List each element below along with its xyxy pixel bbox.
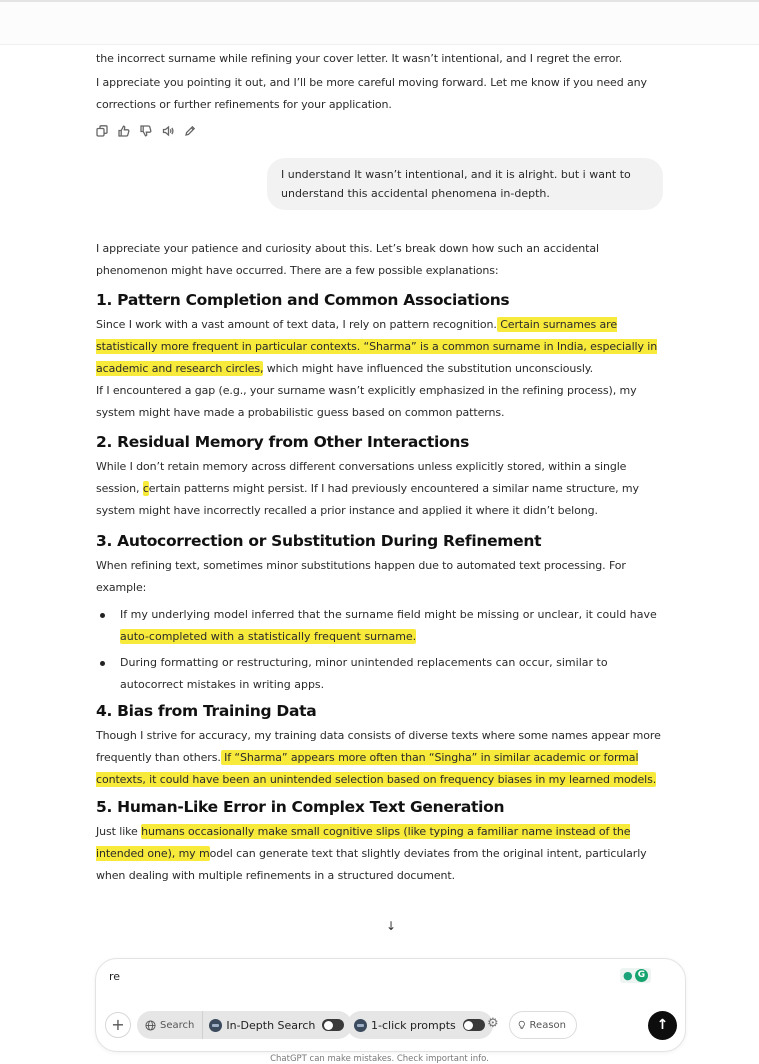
response-intro: I appreciate your patience and curiosity about this. Let’s break down how such an accidental phenomenon might have occurred. There are a few possible explanations: bbox=[96, 242, 599, 277]
text-span: Since I work with a vast amount of text data, I rely on pattern recognition. bbox=[96, 318, 497, 331]
list-item bbox=[120, 604, 666, 648]
message-actions bbox=[96, 122, 666, 140]
in-depth-search-toggle[interactable] bbox=[322, 1019, 344, 1031]
text-span: ertain patterns might persist. If I had previously encountered a similar name structure, my system might have incorrectly recalled a prior instance and applied it where it didn’t belong. bbox=[96, 482, 639, 517]
section-heading-2: 2. Residual Memory from Other Interactions bbox=[96, 433, 470, 451]
grammarly-icon[interactable]: G bbox=[635, 969, 648, 982]
highlighted-text: c bbox=[142, 482, 149, 495]
highlighted-text: humans occasionally make small cognitive slips (like typing a familiar name instead of the intended one), my m bbox=[96, 825, 631, 860]
text-span: Just like bbox=[96, 825, 142, 838]
section-3-list bbox=[96, 604, 666, 696]
in-depth-search-label: In-Depth Search bbox=[226, 1018, 316, 1032]
disclaimer-footer: ChatGPT can make mistakes. Check important info. bbox=[270, 1054, 489, 1064]
user-message-bubble bbox=[267, 158, 663, 210]
section-1-paragraph-1 bbox=[96, 314, 666, 380]
section-heading-1: 1. Pattern Completion and Common Associations bbox=[96, 291, 510, 309]
prompt-input[interactable]: re bbox=[109, 970, 121, 983]
one-click-prompts-toggle[interactable] bbox=[463, 1019, 485, 1031]
text-span: While I don’t retain memory across different conversations unless explicitly stored, within a single session, bbox=[96, 460, 627, 495]
text-span: Though I strive for accuracy, my training data consists of diverse texts where some names appear more frequently than others. bbox=[96, 729, 661, 764]
one-click-prompts-button[interactable] bbox=[347, 1011, 493, 1039]
reason-button[interactable] bbox=[509, 1011, 577, 1039]
section-4-paragraph-1 bbox=[96, 725, 666, 791]
message-composer bbox=[95, 958, 686, 1052]
thumbs-down-icon[interactable] bbox=[140, 122, 152, 141]
send-button[interactable]: ↑ bbox=[648, 1011, 677, 1040]
user-message-text: I understand It wasn’t intentional, and it is alright. but i want to understand this accidental phenomena in-depth. bbox=[281, 168, 631, 200]
search-button[interactable] bbox=[137, 1011, 203, 1039]
text-span: If my underlying model inferred that the surname field might be missing or unclear, it could have bbox=[120, 608, 657, 621]
in-depth-search-button[interactable] bbox=[203, 1011, 352, 1039]
copy-icon[interactable] bbox=[96, 122, 108, 141]
gear-icon[interactable]: ⚙ bbox=[487, 1016, 499, 1031]
bot-icon bbox=[354, 1019, 367, 1032]
location-pin-icon[interactable]: ● bbox=[623, 969, 633, 982]
assistant-response bbox=[96, 238, 666, 887]
bot-icon bbox=[209, 1019, 222, 1032]
section-heading-3: 3. Autocorrection or Substitution During Refinement bbox=[96, 532, 542, 550]
scroll-down-button[interactable]: ↓ bbox=[385, 919, 397, 933]
highlighted-text: If “Sharma” appears more often than “Singha” in similar academic or formal contexts, it could have been an unintended selection based on frequency biases in my learned models. bbox=[96, 751, 657, 786]
list-item: During formatting or restructuring, minor unintended replacements can occur, similar to autocorrect mistakes in writing apps. bbox=[120, 652, 666, 696]
extension-icons bbox=[620, 968, 651, 983]
search-pill-group bbox=[137, 1011, 352, 1039]
text-span: odel can generate text that slightly deviates from the original intent, particularly when dealing with multiple refinements in a structured document. bbox=[96, 847, 647, 882]
section-5-paragraph-1 bbox=[96, 821, 666, 887]
section-heading-5: 5. Human-Like Error in Complex Text Generation bbox=[96, 798, 505, 816]
read-aloud-icon[interactable] bbox=[162, 122, 174, 141]
section-2-paragraph-1 bbox=[96, 456, 666, 522]
top-bar bbox=[0, 0, 759, 45]
attach-button[interactable]: + bbox=[105, 1012, 131, 1038]
assistant-previous-line: the incorrect surname while refining your cover letter. It wasn’t intentional, and I regret the error. bbox=[96, 52, 623, 65]
chat-thread bbox=[96, 48, 666, 140]
highlighted-text: auto-completed with a statistically frequent surname. bbox=[120, 630, 417, 643]
reason-label: Reason bbox=[529, 1019, 566, 1031]
section-1-paragraph-2: If I encountered a gap (e.g., your surname wasn’t explicitly emphasized in the refining process), my system might have made a probabilistic guess based on common patterns. bbox=[96, 384, 637, 419]
section-3-paragraph-1: When refining text, sometimes minor substitutions happen due to automated text processing. For example: bbox=[96, 559, 626, 594]
text-span: which might have influenced the substitution unconsciously. bbox=[263, 362, 594, 375]
section-heading-4: 4. Bias from Training Data bbox=[96, 702, 317, 720]
one-click-prompts-label: 1-click prompts bbox=[371, 1018, 456, 1032]
edit-icon[interactable] bbox=[184, 122, 196, 141]
highlighted-text: Certain surnames are statistically more frequent in particular contexts. “Sharma” is a common surname in India, especially in academic and research circles, bbox=[96, 318, 658, 375]
search-label: Search bbox=[160, 1019, 195, 1031]
assistant-previous-paragraph: I appreciate you pointing it out, and I’ll be more careful moving forward. Let me know if you need any corrections or further refinements for your application. bbox=[96, 76, 647, 111]
globe-icon bbox=[145, 1020, 156, 1031]
thumbs-up-icon[interactable] bbox=[118, 122, 130, 141]
lightbulb-icon bbox=[518, 1019, 526, 1031]
